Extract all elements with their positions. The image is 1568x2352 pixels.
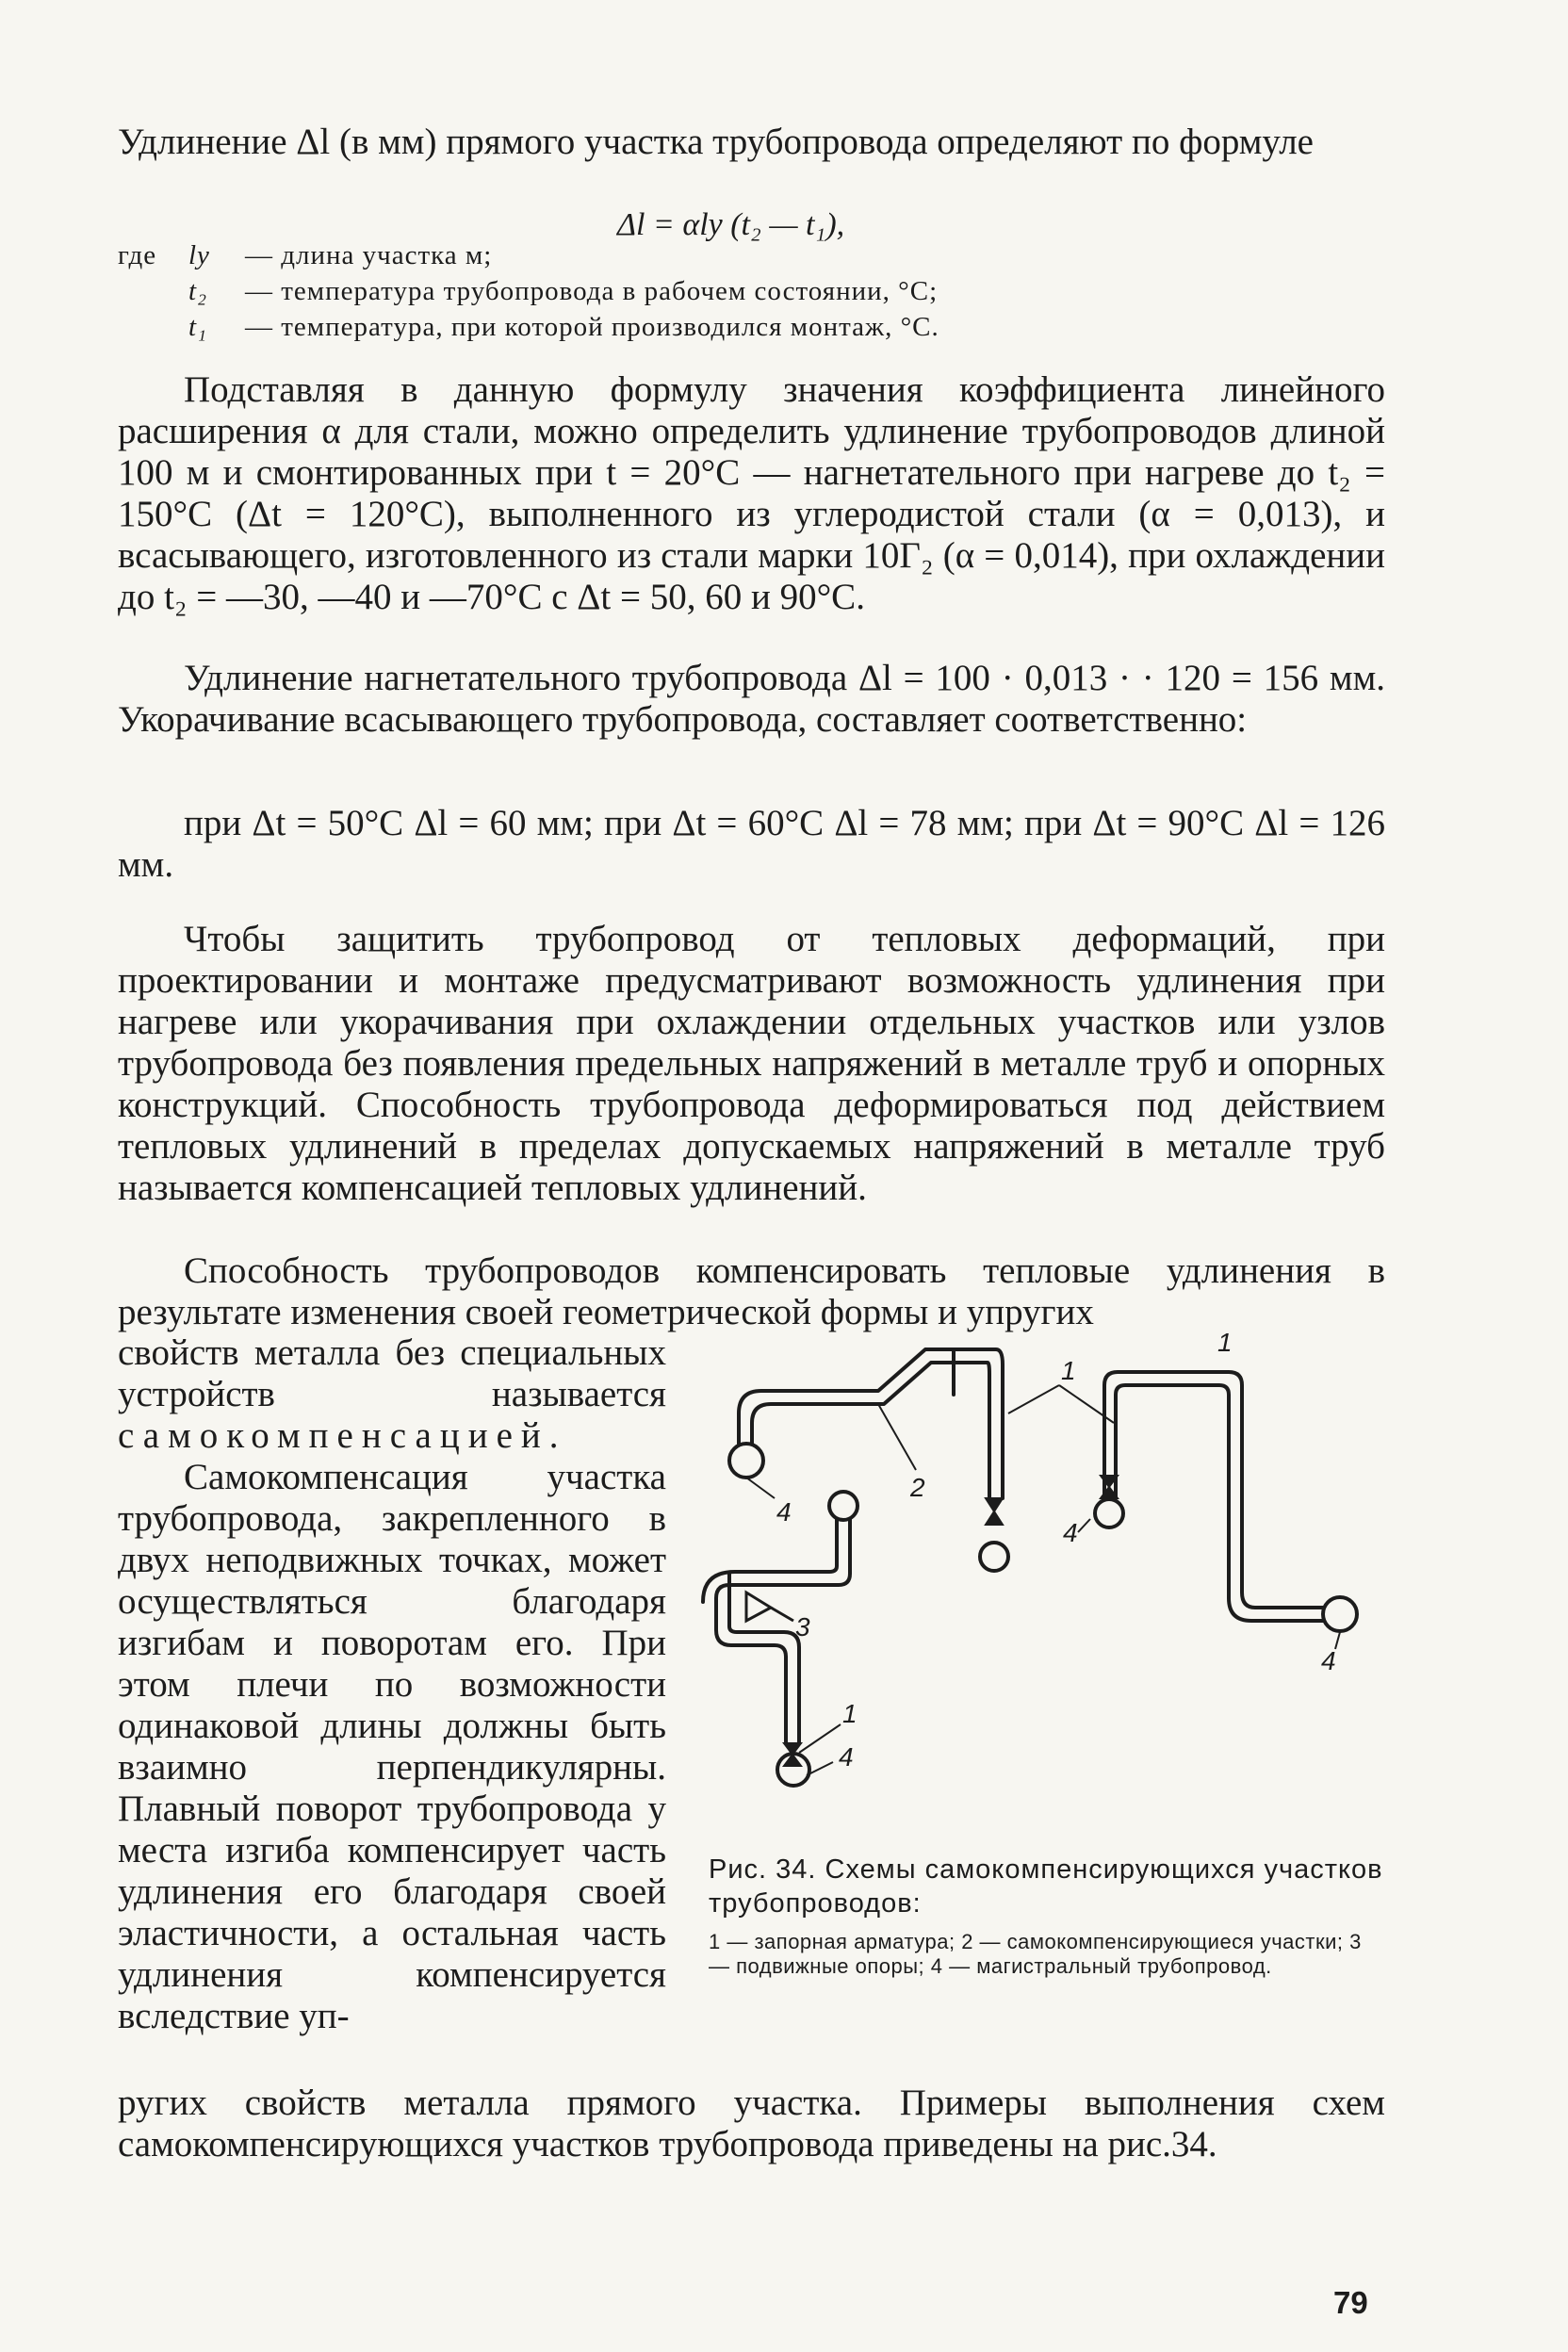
main-pipeline-icon [1095, 1499, 1123, 1527]
leader-line [1008, 1385, 1059, 1413]
figure-label: 4 [776, 1497, 792, 1527]
caption-title: Рис. 34. Схемы самокомпенсирующихся участков трубопроводов: [709, 1854, 1383, 1919]
movable-support-icon [746, 1592, 771, 1621]
valve-icon [986, 1498, 1003, 1511]
figure-label: 1 [842, 1699, 858, 1728]
leader-line [799, 1724, 841, 1753]
caption-legend: 1 — запорная арматура; 2 — самокомпенсирующиеся участки; 3 — подвижные опоры; 4 — магистральный трубопровод. [709, 1930, 1362, 1978]
main-pipeline-icon [729, 1444, 763, 1478]
paragraph-discharge-elongation: Удлинение нагнетательного трубопровода Δl = 100 · 0,013 · · 120 = 156 мм. Укорачивание всасывающего трубопровода, составляет соответственно: [118, 658, 1385, 740]
paragraph-closing: ругих свойств металла прямого участка. Примеры выполнения схем самокомпенсирующихся участков трубопровода приведены на рис.34. [118, 2082, 1385, 2164]
figure-label: 2 [910, 1473, 925, 1502]
legend-row: где lу — длина участка м; [118, 240, 493, 270]
figure-label: 4 [1063, 1518, 1078, 1547]
pipeline-scheme-figure [709, 1328, 1387, 1800]
figure-label: 1 [1061, 1356, 1076, 1385]
figure-label: 4 [839, 1742, 854, 1772]
figure-label: 1 [1217, 1328, 1233, 1357]
leader-line [746, 1478, 775, 1498]
leader-line [1335, 1632, 1340, 1649]
main-pipeline-icon [1323, 1597, 1357, 1631]
paragraph-self-compensation-def: свойств металла без специальных устройств называется самокомпенсацией. [118, 1332, 666, 1456]
pipe-segment [739, 1349, 1003, 1498]
pipe-segment [1104, 1372, 1326, 1608]
pipe-segment [729, 1574, 799, 1743]
paragraph-compensation: Чтобы защитить трубопровод от тепловых деформаций, при проектировании и монтаже предусматривают возможность удлинения при нагреве или укорачивания при охлаждении отдельных участков или узлов трубопровода без появления предельных напряжений в металле труб и опорных конструкций. Способность трубопровода деформироваться под действием тепловых удлинений в пределах допускаемых напряжений в металле труб называется компенсацией тепловых удлинений. [118, 919, 1385, 1208]
left-text-column [118, 1332, 666, 2037]
main-pipeline-icon [980, 1543, 1008, 1571]
leader-line [1078, 1519, 1090, 1532]
term-self-compensation: самокомпенсацией. [118, 1415, 567, 1456]
paragraph-substitution: Подставляя в данную формулу значения коэффициента линейного расширения α для стали, можно определить удлинение трубопроводов длиной 100 м и смонтированных при t = 20°С — нагнетательного при нагреве до t₂ = 150°С (Δt = 120°С), выполненного из углеродистой стали (α = 0,013), и всасывающего, изготовленного из стали марки 10Г₂ (α = 0,014), при охлаждении до t₂ = —30, —40 и —70°С с Δt = 50, 60 и 90°С. [118, 369, 1385, 617]
paragraph-self-compensation-detail: Самокомпенсация участка трубопровода, закрепленного в двух неподвижных точках, может осуществляться благодаря изгибам и поворотам его. При этом плечи по возможности одинаковой длины должны быть взаимно перпендикулярны. Плавный поворот трубопровода у места изгиба компенсирует часть удлинения его благодаря своей эластичности, а остальная часть удлинения компенсируется вследствие уп- [118, 1457, 666, 2036]
main-pipeline-icon [829, 1492, 858, 1520]
pipe-segment [1116, 1385, 1326, 1621]
formula-legend [118, 237, 1249, 345]
pipe-segment [703, 1519, 837, 1602]
paragraph-calculations: при Δt = 50°С Δl = 60 мм; при Δt = 60°С Δl = 78 мм; при Δt = 90°С Δl = 126 мм. [118, 803, 1385, 885]
figure-label: 3 [795, 1612, 810, 1642]
valve-icon [986, 1511, 1003, 1525]
leader-line [878, 1404, 916, 1470]
figure-label: 4 [1321, 1646, 1336, 1675]
legend-row: t₂ — температура трубопровода в рабочем состоянии, °С; [188, 276, 939, 306]
elongation-formula: Δl = αlу (t₂ — t₁), [617, 207, 845, 242]
intro-paragraph: Удлинение Δl (в мм) прямого участка трубопровода определяют по формуле [118, 122, 1314, 162]
figure-caption [709, 1853, 1387, 1979]
paragraph-self-compensation-intro: Способность трубопроводов компенсировать тепловые удлинения в результате изменения своей геометрической формы и упругих [118, 1250, 1385, 1332]
legend-row: t₁ — температура, при которой производился монтаж, °С. [188, 312, 939, 342]
page-number: 79 [1333, 2285, 1368, 2320]
